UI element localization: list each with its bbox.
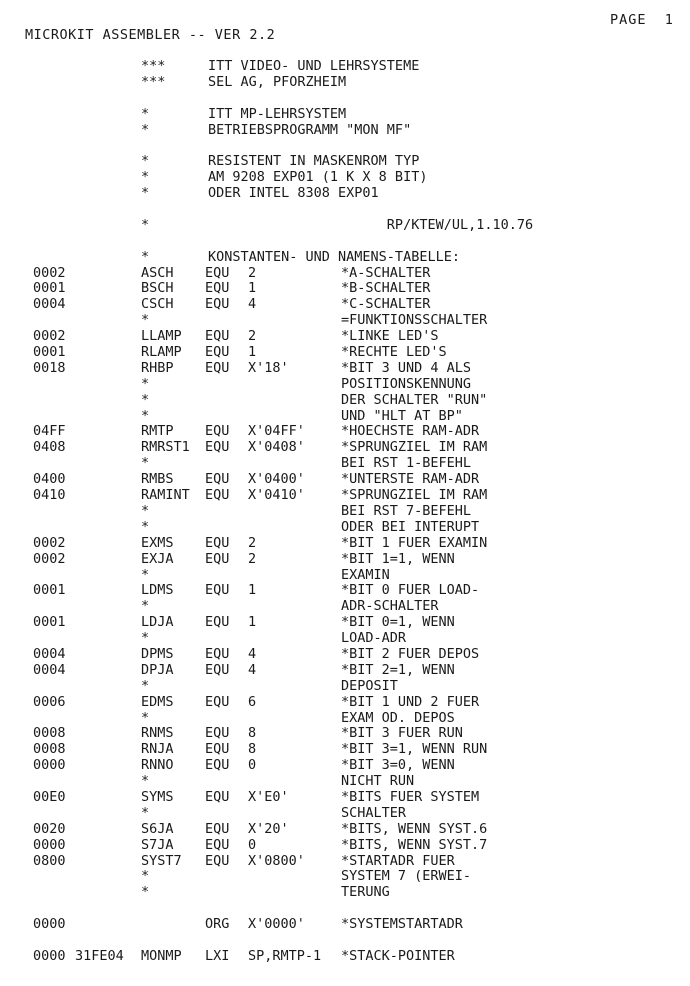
line-comment: =FUNKTIONSSCHALTER <box>341 312 488 329</box>
document-header: MICROKIT ASSEMBLER -- VER 2.2 <box>25 27 276 43</box>
listing-line <box>0 345 690 361</box>
line-comment: BEI RST 7-BEFEHL <box>341 502 472 519</box>
listing-line <box>0 726 690 742</box>
listing-line <box>0 615 690 631</box>
opcode: EQU <box>205 534 230 551</box>
line-label: RMTP <box>141 423 174 440</box>
listing-line <box>0 663 690 679</box>
blank-line <box>0 901 690 917</box>
line-comment: EXAM OD. DEPOS <box>341 709 455 726</box>
operand: 2 <box>248 550 257 567</box>
operand: 4 <box>248 645 257 662</box>
listing-line <box>0 329 690 345</box>
listing-line <box>0 393 690 409</box>
line-label: EXJA <box>141 550 174 567</box>
operand: X'E0' <box>248 788 289 805</box>
operand: 8 <box>248 725 257 742</box>
line-comment: *BITS FUER SYSTEM <box>341 788 480 805</box>
line-label: BSCH <box>141 280 174 297</box>
line-label: * <box>141 868 150 885</box>
listing-line <box>0 281 690 297</box>
line-comment: ODER BEI INTERUPT <box>341 518 480 535</box>
line-comment: *SYSTEMSTARTADR <box>341 916 463 933</box>
line-address: 0000 <box>33 836 66 853</box>
listing-line <box>0 949 690 965</box>
line-label: RMBS <box>141 471 174 488</box>
operand: 0 <box>248 757 257 774</box>
listing-line <box>0 424 690 440</box>
listing-line <box>0 711 690 727</box>
line-comment: DER SCHALTER "RUN" <box>341 391 488 408</box>
line-label: * <box>141 407 150 424</box>
operand: X'20' <box>248 820 289 837</box>
blank-line <box>0 234 690 250</box>
opcode: EQU <box>205 439 230 456</box>
operand: 4 <box>248 661 257 678</box>
listing-line <box>0 170 690 186</box>
comment-marker: * <box>141 153 150 170</box>
operand: X'0410' <box>248 487 305 504</box>
line-address: 0004 <box>33 296 66 313</box>
opcode: LXI <box>205 947 230 964</box>
opcode: EQU <box>205 296 230 313</box>
line-label: RMRST1 <box>141 439 190 456</box>
listing-line <box>0 186 690 202</box>
line-label: * <box>141 773 150 790</box>
line-label: SYMS <box>141 788 174 805</box>
page-indicator <box>610 12 674 28</box>
line-comment: *LINKE LED'S <box>341 328 439 345</box>
operand: X'0800' <box>248 852 305 869</box>
line-address: 0004 <box>33 645 66 662</box>
assembler-listing <box>0 59 690 965</box>
listing-line <box>0 75 690 91</box>
line-address: 0000 <box>33 757 66 774</box>
line-label: CSCH <box>141 296 174 313</box>
line-label: RAMINT <box>141 487 190 504</box>
line-comment: *STARTADR FUER <box>341 852 455 869</box>
listing-line <box>0 695 690 711</box>
operand: 4 <box>248 296 257 313</box>
opcode: EQU <box>205 741 230 758</box>
line-address: 0002 <box>33 534 66 551</box>
line-comment: *RECHTE LED'S <box>341 344 447 361</box>
line-comment: *BIT 1=1, WENN <box>341 550 455 567</box>
listing-line <box>0 885 690 901</box>
listing-line <box>0 409 690 425</box>
comment-marker: * <box>141 216 150 233</box>
line-comment: *BIT 3 UND 4 ALS <box>341 359 472 376</box>
line-address: 0001 <box>33 582 66 599</box>
line-address: 0002 <box>33 264 66 281</box>
comment-marker: * <box>141 105 150 122</box>
line-comment: *BIT 0 FUER LOAD- <box>341 582 480 599</box>
line-label: DPJA <box>141 661 174 678</box>
line-address: 0400 <box>33 471 66 488</box>
listing-line <box>0 297 690 313</box>
line-label: EXMS <box>141 534 174 551</box>
listing-line <box>0 123 690 139</box>
line-address: 0006 <box>33 693 66 710</box>
opcode: EQU <box>205 487 230 504</box>
line-comment: NICHT RUN <box>341 773 415 790</box>
line-label: * <box>141 630 150 647</box>
operand: 1 <box>248 280 257 297</box>
line-comment: *BITS, WENN SYST.6 <box>341 820 488 837</box>
listing-line <box>0 361 690 377</box>
opcode: EQU <box>205 788 230 805</box>
line-comment: *BIT 2 FUER DEPOS <box>341 645 480 662</box>
operand: 2 <box>248 264 257 281</box>
opcode: EQU <box>205 359 230 376</box>
header-comment-text: ITT VIDEO- UND LEHRSYSTEME <box>208 58 420 74</box>
comment-marker: *** <box>141 73 166 90</box>
line-comment: *BIT 1 FUER EXAMIN <box>341 534 488 551</box>
line-label: LDJA <box>141 614 174 631</box>
line-address: 0002 <box>33 328 66 345</box>
line-comment: EXAMIN <box>341 566 390 583</box>
opcode: EQU <box>205 820 230 837</box>
line-address: 0410 <box>33 487 66 504</box>
line-label: RLAMP <box>141 344 182 361</box>
opcode: EQU <box>205 852 230 869</box>
operand: X'04FF' <box>248 423 305 440</box>
line-address: 0020 <box>33 820 66 837</box>
opcode: EQU <box>205 471 230 488</box>
operand: 2 <box>248 328 257 345</box>
operand: SP,RMTP-1 <box>248 947 322 964</box>
listing-line <box>0 790 690 806</box>
listing-line <box>0 679 690 695</box>
operand: X'0400' <box>248 471 305 488</box>
opcode: EQU <box>205 693 230 710</box>
line-label: DPMS <box>141 645 174 662</box>
listing-line <box>0 758 690 774</box>
listing-line <box>0 504 690 520</box>
line-address: 04FF <box>33 423 66 440</box>
line-comment: *UNTERSTE RAM-ADR <box>341 471 480 488</box>
line-comment: *STACK-POINTER <box>341 947 455 964</box>
opcode: EQU <box>205 423 230 440</box>
opcode: EQU <box>205 582 230 599</box>
opcode: EQU <box>205 344 230 361</box>
line-label: * <box>141 677 150 694</box>
line-label: LDMS <box>141 582 174 599</box>
opcode: EQU <box>205 661 230 678</box>
line-label: * <box>141 518 150 535</box>
listing-line <box>0 568 690 584</box>
blank-line <box>0 933 690 949</box>
line-label: * <box>141 312 150 329</box>
line-comment: *BIT 2=1, WENN <box>341 661 455 678</box>
listing-line <box>0 854 690 870</box>
line-comment: *BIT 0=1, WENN <box>341 614 455 631</box>
opcode: EQU <box>205 280 230 297</box>
line-label: SYST7 <box>141 852 182 869</box>
header-comment-text: RP/KTEW/UL,1.10.76 <box>208 216 534 233</box>
page-number: 1 <box>664 12 674 28</box>
line-label: LLAMP <box>141 328 182 345</box>
line-address: 0408 <box>33 439 66 456</box>
line-address: 00E0 <box>33 788 66 805</box>
line-comment: SCHALTER <box>341 804 407 821</box>
operand: 1 <box>248 614 257 631</box>
opcode: EQU <box>205 645 230 662</box>
listing-line <box>0 59 690 75</box>
operand: 1 <box>248 582 257 599</box>
page-label: PAGE <box>610 12 647 28</box>
line-label: * <box>141 566 150 583</box>
line-label: EDMS <box>141 693 174 710</box>
listing-line <box>0 583 690 599</box>
line-comment: *BITS, WENN SYST.7 <box>341 836 488 853</box>
line-comment: *A-SCHALTER <box>341 264 431 281</box>
listing-line <box>0 536 690 552</box>
operand: X'0408' <box>248 439 305 456</box>
line-label: RNMS <box>141 725 174 742</box>
line-comment: UND "HLT AT BP" <box>341 407 463 424</box>
line-address: 0001 <box>33 614 66 631</box>
listing-line <box>0 631 690 647</box>
line-label: * <box>141 375 150 392</box>
comment-marker: *** <box>141 58 166 74</box>
operand: 1 <box>248 344 257 361</box>
line-label: S6JA <box>141 820 174 837</box>
listing-line <box>0 218 690 234</box>
line-label: * <box>141 502 150 519</box>
line-comment: LOAD-ADR <box>341 630 407 647</box>
comment-marker: * <box>141 169 150 186</box>
listing-line <box>0 647 690 663</box>
listing-line <box>0 456 690 472</box>
listing-line <box>0 266 690 282</box>
line-comment: *B-SCHALTER <box>341 280 431 297</box>
opcode: EQU <box>205 836 230 853</box>
listing-line <box>0 250 690 266</box>
line-address: 0001 <box>33 344 66 361</box>
line-comment: *SPRUNGZIEL IM RAM <box>341 439 488 456</box>
operand: X'18' <box>248 359 289 376</box>
line-address: 0018 <box>33 359 66 376</box>
object-code: 31FE04 <box>75 947 124 964</box>
line-comment: *HOECHSTE RAM-ADR <box>341 423 480 440</box>
header-comment-text: RESISTENT IN MASKENROM TYP <box>208 153 420 170</box>
line-label: * <box>141 709 150 726</box>
line-address: 0002 <box>33 550 66 567</box>
line-label: * <box>141 804 150 821</box>
comment-marker: * <box>141 121 150 138</box>
listing-line <box>0 552 690 568</box>
line-address: 0008 <box>33 725 66 742</box>
listing-line <box>0 806 690 822</box>
line-label: S7JA <box>141 836 174 853</box>
listing-line <box>0 488 690 504</box>
line-comment: *SPRUNGZIEL IM RAM <box>341 487 488 504</box>
line-label: * <box>141 884 150 901</box>
line-label: MONMP <box>141 947 182 964</box>
line-comment: DEPOSIT <box>341 677 398 694</box>
header-comment-text: AM 9208 EXP01 (1 K X 8 BIT) <box>208 169 428 186</box>
listing-line <box>0 599 690 615</box>
line-address: 0008 <box>33 741 66 758</box>
operand: 0 <box>248 836 257 853</box>
line-label: RNNO <box>141 757 174 774</box>
listing-line <box>0 472 690 488</box>
line-comment: BEI RST 1-BEFEHL <box>341 455 472 472</box>
listing-line <box>0 154 690 170</box>
header-comment-text: KONSTANTEN- UND NAMENS-TABELLE: <box>208 248 460 265</box>
line-comment: POSITIONSKENNUNG <box>341 375 472 392</box>
line-label: * <box>141 598 150 615</box>
line-comment: ADR-SCHALTER <box>341 598 439 615</box>
opcode: EQU <box>205 725 230 742</box>
line-address: 0004 <box>33 661 66 678</box>
line-address: 0000 <box>33 947 66 964</box>
line-address: 0800 <box>33 852 66 869</box>
listing-line <box>0 822 690 838</box>
comment-marker: * <box>141 185 150 202</box>
header-comment-text: ITT MP-LEHRSYSTEM <box>208 105 347 122</box>
header-comment-text: SEL AG, PFORZHEIM <box>208 73 347 90</box>
line-comment: *BIT 3=1, WENN RUN <box>341 741 488 758</box>
line-label: * <box>141 455 150 472</box>
listing-line <box>0 520 690 536</box>
listing-line <box>0 917 690 933</box>
line-label: ASCH <box>141 264 174 281</box>
header-comment-text: ODER INTEL 8308 EXP01 <box>208 185 379 202</box>
listing-line <box>0 377 690 393</box>
line-comment: SYSTEM 7 (ERWEI- <box>341 868 472 885</box>
line-comment: TERUNG <box>341 884 390 901</box>
line-comment: *BIT 1 UND 2 FUER <box>341 693 480 710</box>
listing-line <box>0 838 690 854</box>
opcode: ORG <box>205 916 230 933</box>
blank-line <box>0 91 690 107</box>
header-comment-text: BETRIEBSPROGRAMM "MON MF" <box>208 121 412 138</box>
listing-line <box>0 869 690 885</box>
listing-line <box>0 774 690 790</box>
listing-line <box>0 313 690 329</box>
comment-marker: * <box>141 248 150 265</box>
opcode: EQU <box>205 264 230 281</box>
line-label: RNJA <box>141 741 174 758</box>
line-label: RHBP <box>141 359 174 376</box>
opcode: EQU <box>205 614 230 631</box>
operand: X'0000' <box>248 916 305 933</box>
line-comment: *BIT 3=0, WENN <box>341 757 455 774</box>
line-address: 0000 <box>33 916 66 933</box>
blank-line <box>0 138 690 154</box>
blank-line <box>0 202 690 218</box>
line-comment: *BIT 3 FUER RUN <box>341 725 463 742</box>
operand: 8 <box>248 741 257 758</box>
listing-line <box>0 440 690 456</box>
opcode: EQU <box>205 328 230 345</box>
line-label: * <box>141 391 150 408</box>
opcode: EQU <box>205 757 230 774</box>
line-comment: *C-SCHALTER <box>341 296 431 313</box>
operand: 2 <box>248 534 257 551</box>
opcode: EQU <box>205 550 230 567</box>
operand: 6 <box>248 693 257 710</box>
listing-line <box>0 742 690 758</box>
listing-line <box>0 107 690 123</box>
line-address: 0001 <box>33 280 66 297</box>
